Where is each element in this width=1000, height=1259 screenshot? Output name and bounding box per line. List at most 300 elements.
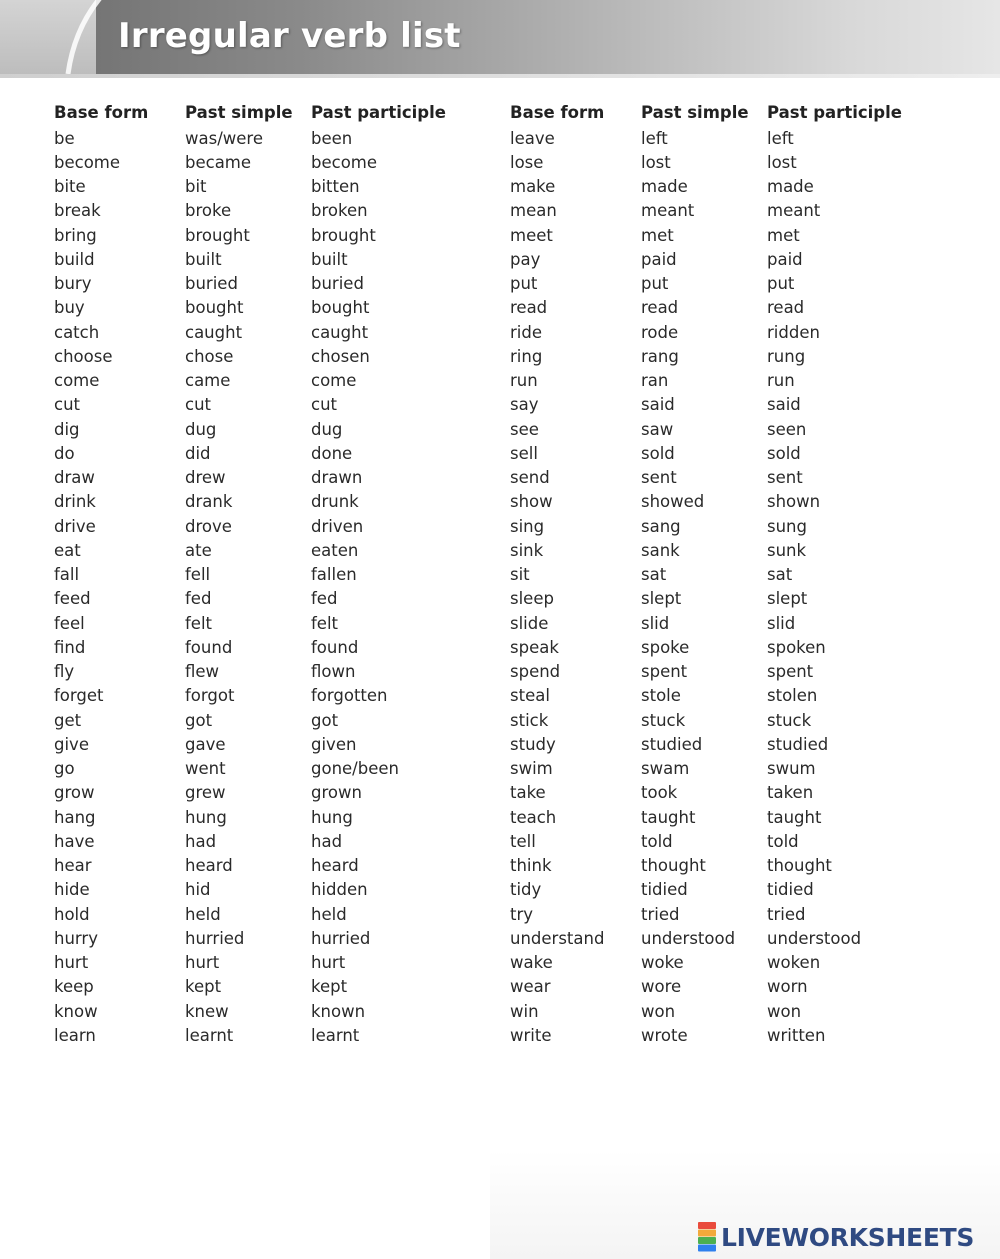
cell-base-form: show (510, 492, 553, 512)
cell-past-simple: bought (185, 298, 244, 318)
cell-past-participle: ridden (767, 322, 820, 342)
cell-past-participle: caught (311, 322, 369, 342)
cell-past-participle: slid (767, 613, 796, 633)
cell-past-simple: spent (641, 662, 688, 682)
cell-past-participle: eaten (311, 540, 359, 560)
cell-past-participle: done (311, 443, 353, 463)
cell-base-form: read (510, 298, 548, 318)
cell-past-simple: caught (185, 322, 243, 342)
cell-past-simple: hurt (185, 953, 220, 973)
verb-row (54, 175, 481, 199)
cell-past-simple: left (641, 128, 668, 148)
cell-past-participle: understood (767, 928, 862, 948)
cell-base-form: slide (510, 613, 549, 633)
cell-past-simple: won (641, 1001, 676, 1021)
cell-past-simple: tidied (641, 880, 688, 900)
cell-past-participle: come (311, 371, 357, 391)
cell-past-participle: spoken (767, 637, 826, 657)
verb-row (54, 272, 481, 296)
column-header-past-simple: Past simple (185, 102, 293, 122)
cell-past-simple: sang (641, 516, 681, 536)
cell-base-form: draw (54, 468, 95, 488)
verb-row (54, 829, 481, 853)
cell-past-simple: was/were (185, 128, 263, 148)
verb-row (54, 951, 481, 975)
verb-row (54, 805, 481, 829)
cell-past-participle: sung (767, 516, 807, 536)
logo-block-v (698, 1237, 716, 1244)
cell-past-participle: thought (767, 856, 832, 876)
cell-base-form: fly (54, 662, 75, 682)
cell-base-form: say (510, 395, 539, 415)
cell-past-participle: meant (767, 201, 821, 221)
cell-past-participle: tidied (767, 880, 814, 900)
cell-past-simple: taught (641, 807, 696, 827)
cell-past-participle: bought (311, 298, 370, 318)
cell-base-form: find (54, 637, 86, 657)
logo-block-e (698, 1245, 716, 1252)
cell-past-simple: met (641, 225, 674, 245)
column-header-past-participle: Past participle (311, 102, 446, 122)
cell-past-simple: rang (641, 346, 679, 366)
verb-row (54, 708, 481, 732)
cell-base-form: feed (54, 589, 91, 609)
cell-past-participle: made (767, 177, 814, 197)
cell-past-simple: gave (185, 734, 226, 754)
cell-past-simple: sold (641, 443, 675, 463)
verb-row (510, 538, 937, 562)
cell-base-form: go (54, 759, 75, 779)
cell-past-participle: won (767, 1001, 802, 1021)
cell-past-simple: hurried (185, 928, 245, 948)
verb-row (510, 951, 937, 975)
cell-base-form: send (510, 468, 550, 488)
table-header-row (510, 98, 937, 126)
cell-base-form: sing (510, 516, 545, 536)
cell-base-form: dig (54, 419, 80, 439)
cell-base-form: get (54, 710, 82, 730)
verb-row (54, 1023, 481, 1047)
cell-past-participle: studied (767, 734, 829, 754)
verb-row (510, 175, 937, 199)
verb-row (510, 635, 937, 659)
cell-base-form: choose (54, 346, 113, 366)
cell-past-participle: heard (311, 856, 359, 876)
cell-past-simple: showed (641, 492, 705, 512)
verb-row (510, 999, 937, 1023)
cell-past-participle: stolen (767, 686, 818, 706)
cell-past-simple: rode (641, 322, 679, 342)
cell-past-participle: felt (311, 613, 339, 633)
cell-base-form: fall (54, 565, 80, 585)
cell-base-form: cut (54, 395, 80, 415)
cell-past-participle: sent (767, 468, 803, 488)
cell-past-simple: sent (641, 468, 677, 488)
cell-past-simple: knew (185, 1001, 229, 1021)
liveworksheets-brand: LIVEWORKSHEETS (721, 1223, 975, 1252)
cell-past-participle: fallen (311, 565, 357, 585)
cell-past-simple: dug (185, 419, 217, 439)
cell-base-form: ring (510, 346, 543, 366)
cell-past-participle: given (311, 734, 357, 754)
cell-past-participle: taught (767, 807, 822, 827)
cell-base-form: be (54, 128, 75, 148)
cell-past-simple: buried (185, 274, 238, 294)
cell-base-form: meet (510, 225, 553, 245)
verb-row (510, 611, 937, 635)
cell-base-form: try (510, 904, 534, 924)
cell-past-simple: ran (641, 371, 669, 391)
cell-base-form: steal (510, 686, 550, 706)
verb-row (54, 684, 481, 708)
verb-row (510, 1023, 937, 1047)
cell-base-form: understand (510, 928, 605, 948)
cell-past-participle: woken (767, 953, 821, 973)
cell-base-form: bury (54, 274, 92, 294)
cell-past-participle: swum (767, 759, 816, 779)
cell-past-participle: sunk (767, 540, 807, 560)
cell-past-participle: paid (767, 249, 803, 269)
cell-past-simple: bit (185, 177, 207, 197)
cell-past-participle: hidden (311, 880, 368, 900)
cell-past-simple: went (185, 759, 226, 779)
cell-past-participle: chosen (311, 346, 370, 366)
cell-past-participle: read (767, 298, 805, 318)
cell-past-simple: learnt (185, 1025, 234, 1045)
cell-past-simple: studied (641, 734, 703, 754)
cell-base-form: think (510, 856, 552, 876)
verb-row (510, 369, 937, 393)
table-header-row (54, 98, 481, 126)
cell-base-form: lose (510, 152, 544, 172)
verb-row (510, 902, 937, 926)
header-divider (0, 74, 1000, 78)
verb-row (510, 975, 937, 999)
cell-base-form: catch (54, 322, 100, 342)
cell-past-simple: took (641, 783, 678, 803)
cell-base-form: write (510, 1025, 552, 1045)
cell-past-simple: told (641, 831, 673, 851)
cell-base-form: hear (54, 856, 92, 876)
cell-base-form: wear (510, 977, 551, 997)
cell-past-participle: seen (767, 419, 807, 439)
cell-past-participle: shown (767, 492, 821, 512)
verb-row (510, 272, 937, 296)
cell-past-participle: had (311, 831, 343, 851)
cell-past-simple: swam (641, 759, 690, 779)
cell-base-form: grow (54, 783, 95, 803)
cell-base-form: leave (510, 128, 555, 148)
cell-base-form: stick (510, 710, 549, 730)
column-header-past-simple: Past simple (641, 102, 749, 122)
cell-base-form: wake (510, 953, 553, 973)
cell-base-form: give (54, 734, 89, 754)
page-title: Irregular verb list (118, 16, 461, 56)
cell-past-simple: meant (641, 201, 695, 221)
verb-row (54, 781, 481, 805)
cell-past-simple: held (185, 904, 221, 924)
cell-base-form: become (54, 152, 121, 172)
logo-block-l (698, 1222, 716, 1229)
cell-past-simple: made (641, 177, 688, 197)
cell-base-form: bite (54, 177, 86, 197)
cell-past-participle: lost (767, 152, 797, 172)
cell-base-form: swim (510, 759, 553, 779)
cell-past-simple: stole (641, 686, 681, 706)
cell-past-participle: found (311, 637, 359, 657)
cell-past-simple: put (641, 274, 669, 294)
verb-row (54, 369, 481, 393)
cell-base-form: eat (54, 540, 81, 560)
cell-past-simple: had (185, 831, 217, 851)
cell-past-simple: tried (641, 904, 680, 924)
verb-row (510, 393, 937, 417)
cell-base-form: bring (54, 225, 97, 245)
column-header-base-form: Base form (510, 102, 605, 122)
cell-base-form: drink (54, 492, 96, 512)
column-header-past-participle: Past participle (767, 102, 902, 122)
cell-past-simple: hung (185, 807, 227, 827)
column-header-base-form: Base form (54, 102, 149, 122)
cell-base-form: sit (510, 565, 530, 585)
cell-base-form: win (510, 1001, 539, 1021)
cell-past-participle: drawn (311, 468, 363, 488)
verb-table-left-body (54, 126, 481, 1048)
cell-past-simple: woke (641, 953, 684, 973)
cell-base-form: tidy (510, 880, 542, 900)
cell-base-form: spend (510, 662, 561, 682)
verb-row (54, 150, 481, 174)
page-header (0, 0, 1000, 74)
verb-row (54, 563, 481, 587)
cell-past-participle: built (311, 249, 348, 269)
cell-past-simple: broke (185, 201, 232, 221)
cell-past-simple: hid (185, 880, 211, 900)
verb-row (54, 587, 481, 611)
cell-base-form: teach (510, 807, 557, 827)
verb-row (510, 829, 937, 853)
verb-row (54, 926, 481, 950)
cell-past-participle: become (311, 152, 378, 172)
cell-past-participle: worn (767, 977, 808, 997)
verb-row (54, 223, 481, 247)
cell-past-participle: dug (311, 419, 343, 439)
verb-table-right (510, 98, 937, 1048)
cell-base-form: come (54, 371, 100, 391)
cell-past-participle: buried (311, 274, 364, 294)
verb-row (510, 441, 937, 465)
cell-past-participle: fed (311, 589, 338, 609)
cell-past-simple: built (185, 249, 222, 269)
cell-past-participle: sat (767, 565, 793, 585)
verb-row (54, 732, 481, 756)
cell-base-form: keep (54, 977, 94, 997)
cell-past-participle: met (767, 225, 800, 245)
cell-base-form: take (510, 783, 546, 803)
cell-base-form: do (54, 443, 75, 463)
verb-row (510, 708, 937, 732)
verb-row (54, 344, 481, 368)
cell-past-simple: fell (185, 565, 211, 585)
cell-past-participle: hung (311, 807, 353, 827)
verb-row (510, 781, 937, 805)
verb-row (54, 902, 481, 926)
cell-past-simple: drank (185, 492, 233, 512)
verb-row (510, 660, 937, 684)
verb-row (510, 805, 937, 829)
verb-row (510, 563, 937, 587)
cell-base-form: sell (510, 443, 538, 463)
cell-past-simple: cut (185, 395, 211, 415)
cell-past-simple: drove (185, 516, 232, 536)
cell-past-participle: held (311, 904, 347, 924)
cell-past-participle: learnt (311, 1025, 360, 1045)
verb-row (54, 490, 481, 514)
cell-past-participle: run (767, 371, 795, 391)
verb-row (510, 296, 937, 320)
cell-base-form: put (510, 274, 538, 294)
verb-row (510, 223, 937, 247)
cell-past-simple: wore (641, 977, 682, 997)
cell-past-simple: brought (185, 225, 250, 245)
cell-past-participle: driven (311, 516, 364, 536)
cell-past-participle: got (311, 710, 339, 730)
cell-base-form: buy (54, 298, 85, 318)
cell-past-participle: spent (767, 662, 814, 682)
cell-past-participle: brought (311, 225, 376, 245)
verb-row (54, 296, 481, 320)
cell-past-simple: slid (641, 613, 670, 633)
cell-past-simple: drew (185, 468, 226, 488)
verb-row (510, 732, 937, 756)
verb-row (54, 878, 481, 902)
cell-past-simple: saw (641, 419, 674, 439)
cell-past-participle: left (767, 128, 794, 148)
cell-base-form: sink (510, 540, 544, 560)
cell-base-form: break (54, 201, 101, 221)
verb-row (510, 757, 937, 781)
cell-past-simple: thought (641, 856, 706, 876)
verb-row (54, 611, 481, 635)
cell-base-form: feel (54, 613, 85, 633)
verb-row (510, 126, 937, 150)
cell-past-participle: been (311, 128, 353, 148)
cell-base-form: drive (54, 516, 96, 536)
cell-past-participle: sold (767, 443, 801, 463)
verb-row (54, 514, 481, 538)
cell-base-form: pay (510, 249, 541, 269)
cell-past-participle: bitten (311, 177, 360, 197)
cell-base-form: hang (54, 807, 96, 827)
verb-row (510, 150, 937, 174)
cell-past-participle: kept (311, 977, 348, 997)
cell-base-form: have (54, 831, 95, 851)
verb-row (510, 199, 937, 223)
cell-base-form: forget (54, 686, 104, 706)
cell-past-participle: cut (311, 395, 337, 415)
cell-past-simple: got (185, 710, 213, 730)
cell-past-simple: kept (185, 977, 222, 997)
cell-base-form: tell (510, 831, 536, 851)
verb-row (510, 247, 937, 271)
cell-past-simple: ate (185, 540, 212, 560)
cell-base-form: study (510, 734, 556, 754)
cell-past-participle: told (767, 831, 799, 851)
cell-past-simple: came (185, 371, 231, 391)
verb-row (54, 999, 481, 1023)
verb-row (54, 199, 481, 223)
cell-past-simple: did (185, 443, 211, 463)
cell-base-form: speak (510, 637, 559, 657)
cell-base-form: build (54, 249, 95, 269)
verb-row (54, 441, 481, 465)
cell-base-form: learn (54, 1025, 96, 1045)
cell-past-simple: chose (185, 346, 234, 366)
verb-row (54, 757, 481, 781)
cell-past-participle: flown (311, 662, 356, 682)
cell-base-form: run (510, 371, 538, 391)
cell-past-participle: tried (767, 904, 806, 924)
verb-row (54, 538, 481, 562)
cell-past-participle: hurried (311, 928, 371, 948)
cell-base-form: ride (510, 322, 542, 342)
cell-past-simple: said (641, 395, 675, 415)
cell-past-participle: said (767, 395, 801, 415)
cell-past-simple: felt (185, 613, 213, 633)
cell-past-participle: forgotten (311, 686, 388, 706)
verb-row (54, 660, 481, 684)
cell-base-form: hurt (54, 953, 89, 973)
cell-past-simple: sank (641, 540, 680, 560)
verb-row (510, 344, 937, 368)
verb-row (510, 854, 937, 878)
verb-row (510, 490, 937, 514)
verb-row (54, 854, 481, 878)
cell-past-simple: lost (641, 152, 671, 172)
cell-past-participle: rung (767, 346, 806, 366)
cell-past-simple: stuck (641, 710, 686, 730)
verb-row (54, 126, 481, 150)
cell-past-simple: fed (185, 589, 212, 609)
verb-row (54, 975, 481, 999)
cell-past-participle: grown (311, 783, 362, 803)
verb-row (54, 393, 481, 417)
cell-past-participle: broken (311, 201, 368, 221)
cell-past-participle: taken (767, 783, 814, 803)
liveworksheets-logo-icon (696, 1222, 718, 1252)
cell-past-simple: understood (641, 928, 736, 948)
verb-row (510, 878, 937, 902)
cell-base-form: mean (510, 201, 557, 221)
verb-row (510, 684, 937, 708)
cell-past-participle: hurt (311, 953, 346, 973)
cell-past-participle: written (767, 1025, 826, 1045)
cell-base-form: see (510, 419, 539, 439)
cell-past-participle: put (767, 274, 795, 294)
cell-base-form: hide (54, 880, 90, 900)
cell-past-simple: spoke (641, 637, 690, 657)
verb-row (54, 466, 481, 490)
verb-table-left (54, 98, 481, 1048)
cell-past-participle: stuck (767, 710, 812, 730)
cell-past-simple: sat (641, 565, 667, 585)
cell-past-participle: gone/been (311, 759, 399, 779)
cell-base-form: hurry (54, 928, 98, 948)
verb-row (510, 320, 937, 344)
verb-row (54, 417, 481, 441)
cell-past-participle: known (311, 1001, 366, 1021)
cell-past-simple: heard (185, 856, 233, 876)
